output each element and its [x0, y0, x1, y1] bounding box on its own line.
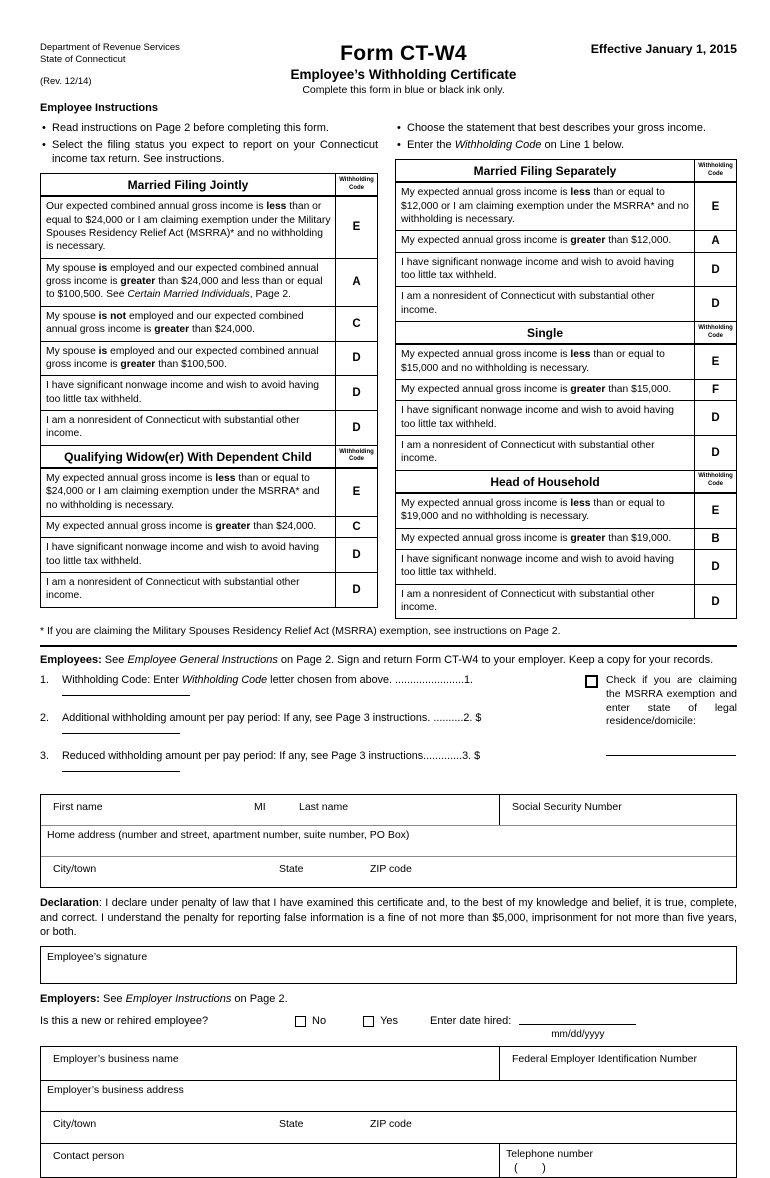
effective-date: Effective January 1, 2015	[590, 42, 737, 56]
section-header	[396, 321, 736, 344]
employee-signature-box[interactable]	[40, 946, 737, 984]
filing-option-description: Our expected combined annual gross income is less than or equal to $24,000 or I am claiming exemption under the Military Spouses Residency Relief Act (MSRRA)* and no withholding is necessary.	[46, 201, 331, 253]
no-checkbox[interactable]	[295, 1016, 306, 1027]
msrra-checkbox[interactable]	[585, 675, 598, 688]
section-title: Qualifying Widow(er) With Dependent Child	[64, 449, 312, 464]
agency-block	[40, 42, 240, 96]
line-number: 1.	[40, 674, 50, 687]
section-title: Single	[526, 326, 563, 341]
employer-info-table	[40, 1046, 737, 1178]
filing-option-description: My spouse is employed and our expected combined annual gross income is greater than $100,500.	[46, 345, 319, 370]
date-hired-input[interactable]	[519, 1015, 636, 1025]
ssn-label: Social Security Number	[512, 801, 622, 814]
withholding-code-value: C	[335, 307, 377, 341]
filing-option-row	[396, 528, 736, 549]
withholding-code-value: E	[694, 345, 736, 379]
withholding-code-value: A	[694, 231, 736, 251]
line-ref: 1.	[464, 674, 474, 687]
filing-option-description: My expected annual gross income is less than or equal to $12,000 or I am claiming exemption under the MSRRA* and no withholding is necessary.	[401, 187, 689, 225]
withholding-code-value: E	[694, 494, 736, 528]
withholding-code-value: D	[335, 411, 377, 445]
withholding-code-header: Withholding Code	[694, 322, 736, 343]
withholding-code-value: D	[694, 585, 736, 619]
first-name-label: First name	[53, 801, 103, 814]
filing-option-description: My expected annual gross income is less than or equal to $24,000 or I am claiming exemption under the MSRRA* and no withholding is necessary.	[46, 472, 320, 511]
section-rows	[396, 493, 736, 619]
telephone-field[interactable]	[499, 1144, 736, 1177]
home-address-label: Home address (number and street, apartment number, suite number, PO Box)	[47, 829, 410, 842]
filing-option-row	[396, 230, 736, 251]
filing-option-row	[41, 258, 377, 306]
employee-signature-label: Employee’s signature	[47, 951, 148, 964]
filing-status-columns	[40, 118, 737, 619]
filing-option-row	[396, 549, 736, 584]
date-format-hint: mm/dd/yyyy	[551, 1029, 605, 1041]
right-column	[395, 118, 737, 619]
no-label: No	[312, 1015, 327, 1028]
filing-option-row	[41, 537, 377, 572]
city-state-zip-row[interactable]	[41, 857, 736, 887]
filing-option-row	[41, 375, 377, 410]
bullet-item: • Enter the Withholding Code on Line 1 below.	[395, 138, 737, 152]
no-checkbox-group[interactable]	[295, 1015, 326, 1027]
withholding-code-value: B	[694, 529, 736, 549]
personal-info-table	[40, 794, 737, 888]
withholding-code-header: Withholding Code	[335, 446, 377, 467]
section-qualifying-widower	[41, 445, 377, 607]
line-number: 3.	[40, 750, 50, 763]
withholding-code-value: D	[694, 253, 736, 287]
filing-option-description: I am a nonresident of Connecticut with substantial other income.	[401, 440, 655, 465]
filing-option-row	[396, 286, 736, 321]
revision-label: (Rev. 12/14)	[40, 75, 92, 87]
new-hire-question-row	[40, 1015, 737, 1040]
withholding-code-header: Withholding Code	[694, 160, 736, 181]
employer-city-state-zip-row[interactable]	[41, 1112, 736, 1144]
yes-checkbox-group[interactable]	[363, 1015, 398, 1027]
form-subtitle: Complete this form in blue or black ink only.	[302, 84, 505, 96]
left-filing-tables	[40, 173, 378, 608]
business-address-row[interactable]	[41, 1081, 736, 1112]
line-text: Additional withholding amount per pay period: If any, see Page 3 instructions.	[62, 712, 434, 725]
business-name-row	[41, 1047, 736, 1081]
line-ref: 3.	[462, 750, 472, 763]
agency-line-1: Department of Revenue Services	[40, 42, 180, 53]
dot-leader: .......................	[395, 674, 465, 687]
numbered-lines	[40, 674, 577, 788]
section-title: Head of Household	[490, 474, 600, 489]
bullet-item: • Select the filing status you expect to report on your Connecticut income tax return. See instructions.	[40, 138, 378, 166]
agency-line-2: State of Connecticut	[40, 53, 126, 65]
section-rows	[41, 196, 377, 445]
employer-zip-label: ZIP code	[370, 1118, 412, 1131]
employees-lines-area	[40, 674, 737, 788]
section-married-filing-jointly	[41, 174, 377, 445]
employer-city-label: City/town	[53, 1118, 97, 1131]
section-married-filing-separately	[396, 160, 736, 321]
filing-option-row	[41, 516, 377, 537]
withholding-code-input[interactable]	[62, 686, 190, 696]
line-1-withholding-code	[40, 674, 577, 699]
new-hire-question: Is this a new or rehired employee?	[40, 1015, 209, 1028]
contact-person-label: Contact person	[53, 1150, 125, 1163]
filing-option-description: My expected annual gross income is greater than $24,000.	[46, 520, 317, 532]
withholding-code-header: Withholding Code	[694, 471, 736, 492]
dot-leader: ............	[426, 750, 463, 763]
dot-leader: ..........	[433, 712, 464, 725]
withholding-code-value: E	[335, 197, 377, 258]
filing-option-row	[396, 435, 736, 470]
last-name-label: Last name	[299, 801, 349, 814]
filing-option-row	[41, 196, 377, 258]
filing-option-row	[41, 572, 377, 607]
filing-option-description: My expected annual gross income is greater than $15,000.	[401, 383, 672, 395]
reduced-withholding-input[interactable]	[62, 762, 180, 772]
section-divider	[40, 645, 737, 647]
telephone-parentheses: ( )	[514, 1162, 546, 1175]
msrra-footnote: * If you are claiming the Military Spouses Residency Relief Act (MSRRA) exemption, see instructions on Page 2.	[40, 625, 561, 638]
withholding-code-value: E	[335, 469, 377, 516]
filing-option-description: I have significant nonwage income and wish to avoid having too little tax withheld.	[401, 553, 675, 579]
filing-option-description: I have significant nonwage income and wish to avoid having too little tax withheld.	[46, 380, 320, 405]
employer-state-label: State	[279, 1118, 304, 1131]
left-bullets	[40, 121, 378, 166]
title-block	[240, 42, 567, 96]
filing-option-row	[396, 400, 736, 435]
withholding-code-value: D	[694, 436, 736, 470]
bullet-item: • Read instructions on Page 2 before completing this form.	[40, 121, 378, 135]
business-address-label: Employer’s business address	[47, 1084, 184, 1097]
msrra-claim-area	[585, 674, 737, 788]
filing-option-description: I am a nonresident of Connecticut with substantial other income.	[401, 588, 655, 614]
city-label: City/town	[53, 863, 97, 876]
filing-option-row	[41, 468, 377, 516]
withholding-code-header: Withholding Code	[335, 174, 377, 195]
name-fields[interactable]	[41, 795, 499, 825]
filing-option-description: My expected annual gross income is less than or equal to $15,000 and no withholding is necessary.	[401, 349, 665, 374]
bullet-item: • Choose the statement that best describes your gross income.	[395, 121, 737, 135]
filing-option-description: I have significant nonwage income and wish to avoid having too little tax withheld.	[401, 256, 675, 282]
form-number: Form CT-W4	[340, 42, 467, 65]
section-header	[396, 160, 736, 182]
withholding-code-value: C	[335, 517, 377, 537]
home-address-row[interactable]	[41, 826, 736, 857]
state-label: State	[279, 863, 304, 876]
business-name-field[interactable]	[41, 1047, 499, 1080]
msrra-check-label: Check if you are claiming the MSRRA exemption and enter state of legal residence/domicile:	[606, 674, 737, 728]
dollar-sign: $	[475, 712, 482, 725]
section-title: Married Filing Jointly	[127, 178, 249, 193]
yes-label: Yes	[380, 1015, 399, 1028]
business-name-label: Employer’s business name	[53, 1053, 179, 1066]
section-rows	[396, 182, 736, 321]
contact-person-field[interactable]	[41, 1144, 499, 1177]
line-number: 2.	[40, 712, 50, 725]
line-2-additional-withholding	[40, 712, 577, 737]
withholding-code-value: D	[335, 573, 377, 607]
name-ssn-row	[41, 795, 736, 826]
filing-option-description: I have significant nonwage income and wish to avoid having too little tax withheld.	[401, 405, 675, 430]
withholding-code-value: F	[694, 380, 736, 400]
withholding-code-value: D	[335, 376, 377, 410]
ssn-field[interactable]	[499, 795, 736, 825]
withholding-code-value: D	[694, 401, 736, 435]
yes-checkbox[interactable]	[363, 1016, 374, 1027]
line-3-reduced-withholding	[40, 750, 577, 775]
section-head-of-household	[396, 470, 736, 619]
line-text: Reduced withholding amount per pay period: If any, see Page 3 instructions.	[62, 750, 427, 763]
line-text: Withholding Code: Enter Withholding Code letter chosen from above.	[62, 674, 396, 687]
employee-instructions-heading: Employee Instructions	[40, 102, 158, 114]
section-rows	[41, 468, 377, 607]
filing-option-description: I am a nonresident of Connecticut with substantial other income.	[46, 577, 300, 602]
left-column	[40, 118, 378, 619]
withholding-code-value: D	[335, 538, 377, 572]
section-title: Married Filing Separately	[473, 164, 617, 179]
form-title: Employee’s Withholding Certificate	[290, 67, 517, 82]
residence-domicile-input[interactable]	[606, 746, 736, 756]
filing-option-row	[396, 344, 736, 379]
filing-option-description: My spouse is not employed and our expected combined annual gross income is greater than $24,000.	[46, 310, 304, 336]
section-header	[41, 174, 377, 196]
dollar-sign: $	[474, 750, 481, 763]
filing-option-row	[41, 306, 377, 341]
line-ref: 2.	[463, 712, 473, 725]
employers-intro: Employers: See Employer Instructions on Page 2.	[40, 993, 288, 1006]
declaration-paragraph: Declaration: I declare under penalty of law that I have examined this certificate and, to the best of my knowledge and belief, it is true, complete, and correct. I understand the penalty for reporting false information is a fine of not more than $5,000, imprisonment for not more than five years, or both.	[40, 897, 737, 938]
section-single	[396, 321, 736, 470]
filing-option-description: My expected annual gross income is greater than $19,000.	[401, 532, 672, 544]
filing-option-row	[396, 252, 736, 287]
middle-initial-label: MI	[254, 801, 266, 814]
form-header	[40, 42, 737, 96]
filing-option-row	[396, 493, 736, 528]
filing-option-description: I am a nonresident of Connecticut with substantial other income.	[401, 291, 655, 316]
employees-intro: Employees: See Employee General Instructions on Page 2. Sign and return Form CT-W4 to your employer. Keep a copy for your records.	[40, 654, 714, 667]
filing-option-description: I am a nonresident of Connecticut with substantial other income.	[46, 415, 300, 440]
zip-label: ZIP code	[370, 863, 412, 876]
right-filing-tables	[395, 159, 737, 619]
section-header	[41, 445, 377, 468]
additional-withholding-input[interactable]	[62, 724, 180, 734]
withholding-code-value: D	[335, 342, 377, 376]
section-rows	[396, 344, 736, 470]
withholding-code-value: D	[694, 287, 736, 321]
filing-option-description: My expected annual gross income is greater than $12,000.	[401, 235, 672, 247]
date-hired-label: Enter date hired:	[430, 1015, 512, 1028]
filing-option-description: My expected annual gross income is less than or equal to $19,000 and no withholding is necessary.	[401, 497, 665, 523]
filing-option-description: My spouse is employed and our expected combined annual gross income is greater than $24,000 and less than or equal to $100,500. See Certain Married Individuals, Page 2.	[46, 262, 323, 301]
filing-option-row	[41, 341, 377, 376]
filing-option-row	[396, 379, 736, 400]
section-header	[396, 470, 736, 493]
withholding-code-value: A	[335, 259, 377, 306]
filing-option-row	[396, 182, 736, 230]
contact-phone-row	[41, 1144, 736, 1177]
withholding-code-value: D	[694, 550, 736, 584]
right-bullets	[395, 121, 737, 152]
fein-field[interactable]	[499, 1047, 736, 1080]
filing-option-row	[41, 410, 377, 445]
fein-label: Federal Employer Identification Number	[512, 1053, 698, 1066]
telephone-label: Telephone number	[506, 1148, 593, 1161]
withholding-code-value: E	[694, 183, 736, 230]
filing-option-row	[396, 584, 736, 619]
filing-option-description: I have significant nonwage income and wish to avoid having too little tax withheld.	[46, 542, 320, 567]
